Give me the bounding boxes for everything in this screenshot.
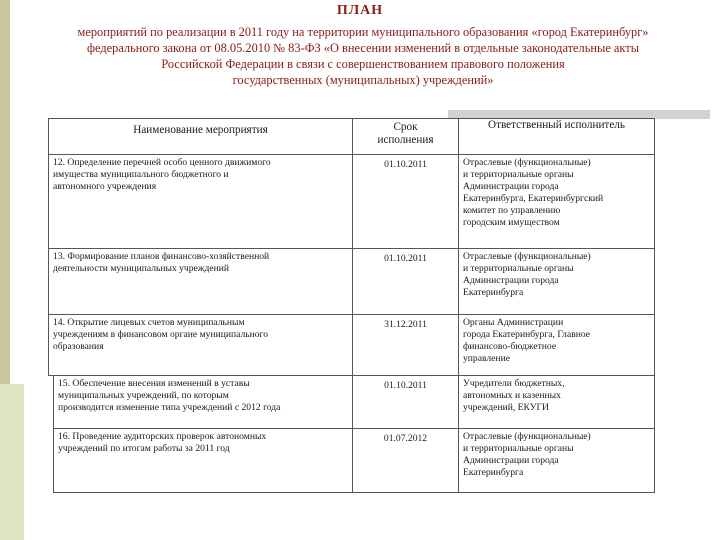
table-row [54,376,655,429]
subtitle-line: государственных (муниципальных) учреждений» [232,73,494,87]
row-responsible: Отраслевые (функциональные) и территориальные органы Администрации города Екатеринбурга [459,429,655,493]
subtitle-line: Российской Федерации в связи с совершенствованием правового положения [161,57,565,71]
page-title: ПЛАН [336,3,384,18]
row-date: 01.10.2011 [353,376,459,429]
row-date: 01.07.2012 [353,429,459,493]
plan-table [48,118,655,376]
header-term [353,119,459,155]
table-row [49,155,655,249]
row-date: 31.12.2011 [353,315,459,376]
page-subtitle [14,24,712,88]
table-header-row [49,119,655,155]
header-name: Наименование мероприятия [49,119,353,155]
row-name: 16. Проведение аудиторских проверок автономных учреждений по итогам работы за 2011 год [54,429,353,493]
row-name: 12. Определение перечней особо ценного движимого имущества муниципального бюджетного и автономного учреждения [49,155,353,249]
table-row [54,429,655,493]
header-term-line: Срок [393,121,418,133]
row-name: 13. Формирование планов финансово-хозяйственной деятельности муниципальных учреждений [49,249,353,315]
slide-side-bar-accent [0,384,24,540]
header-term-line: исполнения [377,134,434,146]
row-responsible: Отраслевые (функциональные) и территориальные органы Администрации города Екатеринбурга, Екатеринбургский комитет по управлению городским имуществом [459,155,655,249]
plan-table-continued [53,375,655,493]
subtitle-line: мероприятий по реализации в 2011 году на территории муниципального образования «город Екатеринбург» [77,25,649,39]
row-responsible: Учредители бюджетных, автономных и казенных учреждений, ЕКУГИ [459,376,655,429]
row-responsible: Органы Администрации города Екатеринбурга, Главное финансово-бюджетное управление [459,315,655,376]
subtitle-line: федерального закона от 08.05.2010 № 83-ФЗ «О внесении изменений в отдельные законодательные акты [86,41,640,55]
row-name: 14. Открытие лицевых счетов муниципальным учреждениям в финансовом органе муниципального образования [49,315,353,376]
row-responsible: Отраслевые (функциональные) и территориальные органы Администрации города Екатеринбурга [459,249,655,315]
row-date: 01.10.2011 [353,155,459,249]
header-responsible: Ответственный исполнитель [459,119,655,155]
table-row [49,249,655,315]
row-name: 15. Обеспечение внесения изменений в уставы муниципальных учреждений, по которым производится изменение типа учреждений с 2012 года [54,376,353,429]
table-row [49,315,655,376]
row-date: 01.10.2011 [353,249,459,315]
